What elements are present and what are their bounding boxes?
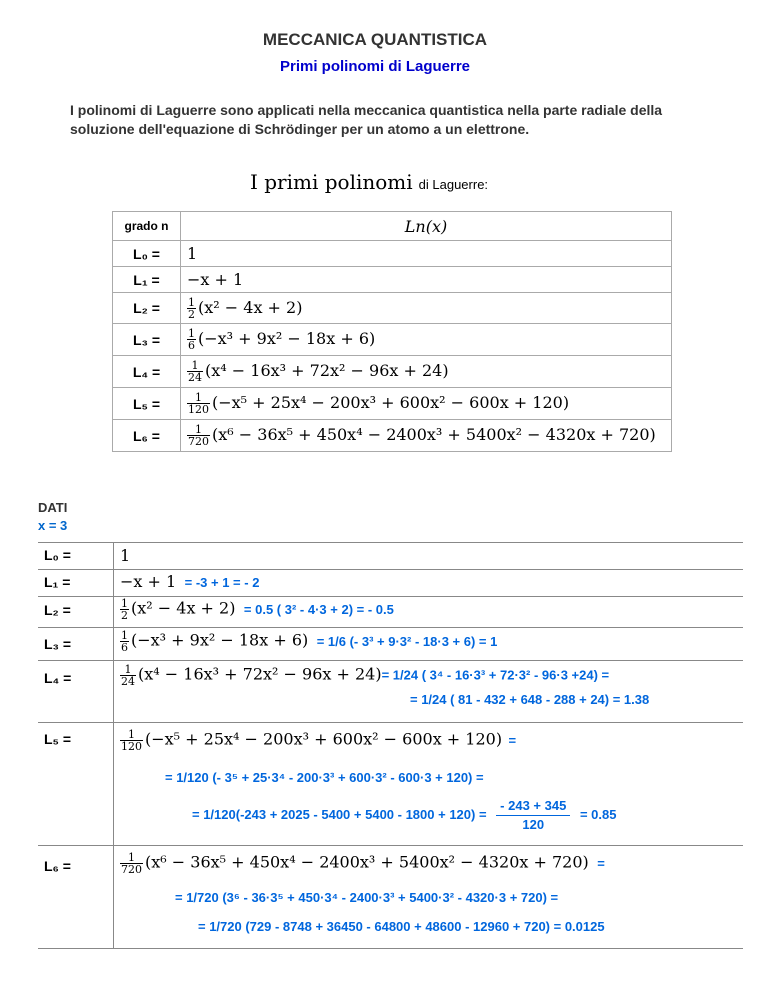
fraction-numerator: 1 [120, 664, 136, 676]
fraction-denominator: 2 [121, 609, 128, 622]
page-subtitle: Primi polinomi di Laguerre [279, 58, 471, 75]
calculation: = -3 + 1 = - 2 [184, 575, 260, 590]
table-header-row [113, 212, 672, 241]
calculation: = 1/24 ( 3⁴ - 16·3³ + 72·3² - 96·3 +24) = [381, 667, 610, 683]
section-heading-text: I primi polinomi [250, 170, 413, 194]
fraction-denominator: 120 [522, 817, 545, 832]
intro-paragraph: I polinomi di Laguerre sono applicati nella meccanica quantistica nella parte radiale della soluzione dell'equazione di Schrödinger per un atomo a un elettrone. [70, 102, 663, 137]
calculation: = 0.5 ( 3² - 4·3 + 2) = - 0.5 [243, 601, 394, 617]
calculation-step: = 1/120(-243 + 2025 - 5400 + 5400 - 1800 + 120) = [192, 806, 487, 822]
row-degree: L₁ = [44, 574, 71, 590]
polynomial-expr: (x² − 4x + 2) [131, 598, 236, 618]
fraction-numerator: - 243 + 345 [496, 797, 570, 816]
polynomial-expr: (x⁶ − 36x⁵ + 450x⁴ − 2400x³ + 5400x² − 4320x + 720) [212, 425, 656, 444]
row-degree: L₂ = [113, 293, 181, 324]
section-heading-suffix: di Laguerre: [418, 177, 489, 192]
fraction-numerator: 1 [188, 295, 195, 309]
coefficient-fraction [187, 328, 196, 351]
fraction-numerator: 1 [120, 852, 143, 864]
fraction-denominator: 6 [121, 641, 128, 654]
laguerre-table [112, 211, 672, 452]
fraction-denominator: 24 [188, 371, 202, 384]
polynomial-expr: (−x⁵ + 25x⁴ − 200x³ + 600x² − 600x + 120) [145, 729, 503, 749]
polynomial-expr: −x + 1 [120, 572, 177, 591]
fraction-numerator: 1 [120, 729, 143, 741]
row-polynomial [181, 356, 672, 388]
row-degree: L₂ = [44, 602, 71, 618]
row-degree: L₆ = [44, 858, 71, 874]
table-row [113, 324, 672, 356]
fraction-denominator: 24 [121, 675, 135, 688]
row-polynomial [120, 729, 516, 752]
row-degree: L₀ = [113, 241, 181, 267]
polynomial-expr: (x⁴ − 16x³ + 72x² − 96x + 24) [205, 361, 449, 380]
divider [38, 596, 743, 597]
coefficient-fraction [120, 598, 129, 621]
x-value: x = 3 [38, 518, 68, 533]
table-row [113, 420, 672, 452]
divider [38, 627, 743, 628]
divider [38, 948, 743, 949]
row-degree: L₅ = [44, 731, 72, 747]
section-heading [250, 170, 488, 194]
divider [38, 722, 743, 723]
coefficient-fraction [187, 297, 196, 320]
coefficient-fraction [187, 424, 210, 447]
row-polynomial [120, 852, 605, 875]
equals-sign: = [597, 855, 605, 871]
row-degree: L₅ = [113, 388, 181, 420]
equals-sign: = [508, 732, 517, 748]
row-polynomial [181, 420, 672, 452]
fraction-numerator: 1 [188, 327, 195, 340]
table-row [113, 293, 672, 324]
row-degree: L₀ = [44, 547, 71, 563]
row-polynomial [181, 388, 672, 420]
row-degree: L₃ = [113, 324, 181, 356]
polynomial-expr: −x + 1 [187, 270, 244, 289]
divider [38, 569, 743, 570]
table-row [113, 241, 672, 267]
row-polynomial [181, 293, 672, 324]
fraction-numerator: 1 [121, 597, 128, 610]
coefficient-fraction [187, 392, 210, 415]
row-polynomial: 1 [120, 546, 131, 565]
column-divider [113, 542, 114, 948]
divider [38, 660, 743, 661]
row-degree: L₄ = [44, 670, 72, 686]
fraction-denominator: 120 [121, 740, 142, 753]
final-result: = 0.85 [579, 806, 617, 822]
calculation-result: = 1/720 (729 - 8748 + 36450 - 64800 + 48600 - 12960 + 720) = 0.0125 [198, 919, 605, 934]
row-degree: L₁ = [113, 267, 181, 293]
calculation: = 1/120 (- 3⁵ + 25·3⁴ - 200·3³ + 600·3² - 600·3 + 120) = [165, 770, 484, 785]
fraction-numerator: 1 [187, 424, 210, 436]
dati-label: DATI [38, 500, 68, 515]
fraction-numerator: 1 [187, 360, 203, 372]
calculation: = 1/6 (- 3³ + 9·3² - 18·3 + 6) = 1 [316, 633, 498, 649]
fraction-denominator: 720 [188, 435, 209, 448]
fraction-denominator: 720 [121, 863, 142, 876]
result-fraction [496, 797, 570, 834]
polynomial-expr: (−x³ + 9x² − 18x + 6) [198, 329, 376, 348]
page-title: MECCANICA QUANTISTICA [262, 30, 488, 49]
coefficient-fraction [120, 630, 129, 653]
fraction-denominator: 6 [188, 339, 195, 352]
row-degree: L₃ = [44, 636, 72, 652]
coefficient-fraction [120, 664, 136, 687]
polynomial-expr: 1 [187, 244, 198, 263]
polynomial-expr: (x⁶ − 36x⁵ + 450x⁴ − 2400x³ + 5400x² − 4320x + 720) [145, 852, 589, 872]
fraction-denominator: 120 [188, 403, 209, 416]
fraction-denominator: 2 [188, 307, 195, 321]
row-degree: L₄ = [113, 356, 181, 388]
row-polynomial [181, 241, 672, 267]
calculation-result: = 1/24 ( 81 - 432 + 648 - 288 + 24) = 1.38 [410, 692, 650, 707]
row-polynomial [120, 664, 609, 687]
fraction-numerator: 1 [187, 392, 210, 404]
calculation: = 1/720 (3⁶ - 36·3⁵ + 450·3⁴ - 2400·3³ + 5400·3² - 4320·3 + 720) = [175, 890, 559, 905]
polynomial-expr: (x⁴ − 16x³ + 72x² − 96x + 24) [138, 664, 382, 684]
fraction-numerator: 1 [121, 629, 128, 642]
table-row [113, 388, 672, 420]
col-header-degree: grado n [113, 212, 181, 241]
coefficient-fraction [120, 852, 143, 875]
col-header-polynomial: Ln(x) [181, 212, 672, 241]
coefficient-fraction [187, 360, 203, 383]
polynomial-expr: (x² − 4x + 2) [198, 297, 303, 317]
polynomial-expr: (−x³ + 9x² − 18x + 6) [131, 630, 309, 650]
divider [38, 845, 743, 846]
calculation-result [192, 797, 616, 834]
divider [38, 542, 743, 543]
table-row [113, 267, 672, 293]
row-polynomial [120, 572, 259, 592]
coefficient-fraction [120, 729, 143, 752]
row-degree: L₆ = [113, 420, 181, 452]
row-polynomial [181, 267, 672, 293]
row-polynomial [120, 630, 497, 653]
row-polynomial [181, 324, 672, 356]
polynomial-expr: (−x⁵ + 25x⁴ − 200x³ + 600x² − 600x + 120) [212, 393, 570, 412]
row-polynomial [120, 598, 394, 621]
table-row [113, 356, 672, 388]
